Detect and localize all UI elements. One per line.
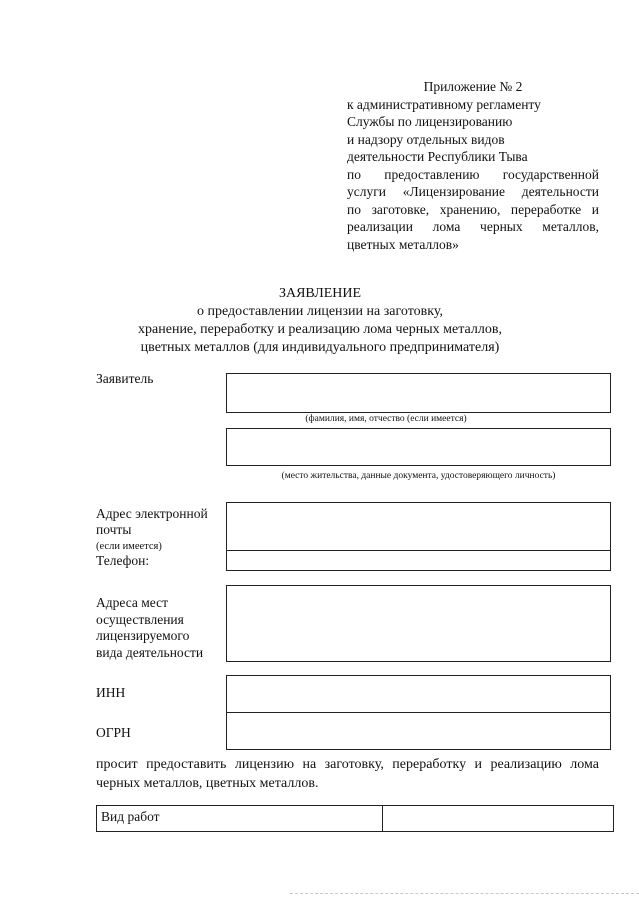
ogrn-field[interactable] bbox=[226, 713, 611, 750]
applicant-residence-field[interactable] bbox=[226, 428, 611, 466]
email-field[interactable] bbox=[226, 502, 611, 550]
annex-line: Службы по лицензированию bbox=[347, 114, 513, 129]
activity-addresses-label-line: осуществления bbox=[96, 611, 184, 627]
inn-field[interactable] bbox=[226, 675, 611, 712]
annex-number: Приложение № 2 bbox=[423, 79, 523, 94]
annex-line: реализации лома черных металлов, bbox=[347, 219, 599, 234]
document-subtitle-line: цветных металлов (для индивидуального предпринимателя) bbox=[140, 340, 500, 355]
annex-line: и надзору отдельных видов bbox=[347, 131, 505, 147]
applicant-label: Заявитель bbox=[96, 371, 154, 386]
activity-addresses-field[interactable] bbox=[226, 585, 611, 662]
email-label-continued: почты bbox=[96, 522, 132, 537]
ogrn-label: ОГРН bbox=[96, 725, 131, 740]
applicant-name-caption: (фамилия, имя, отчество (если имеется) bbox=[305, 414, 467, 424]
document-subtitle-line: о предоставлении лицензии на заготовку, bbox=[197, 304, 443, 319]
request-paragraph: просит предоставить лицензию на заготовку, переработку и реализацию лома черных металлов, цветных металлов. bbox=[96, 757, 599, 791]
annex-header bbox=[347, 78, 599, 253]
work-type-value-cell[interactable] bbox=[383, 806, 614, 832]
scan-artifact-line bbox=[290, 893, 639, 894]
activity-addresses-label bbox=[96, 595, 203, 661]
document-heading bbox=[60, 285, 580, 357]
work-type-label-cell: Вид работ bbox=[97, 806, 383, 832]
applicant-residence-caption: (место жительства, данные документа, удостоверяющего личность) bbox=[281, 471, 556, 481]
annex-line: по предоставлению государственной bbox=[347, 166, 599, 182]
document-subtitle-line: хранение, переработку и реализацию лома черных металлов, bbox=[138, 322, 502, 337]
document-title: ЗАЯВЛЕНИЕ bbox=[278, 286, 362, 301]
annex-line: к административному регламенту bbox=[347, 96, 541, 112]
table-row bbox=[97, 806, 614, 832]
phone-label: Телефон: bbox=[96, 553, 150, 568]
annex-line: деятельности Республики Тыва bbox=[347, 149, 528, 164]
annex-line: цветных металлов» bbox=[347, 236, 459, 252]
phone-field[interactable] bbox=[226, 551, 611, 571]
inn-label: ИНН bbox=[96, 685, 126, 700]
activity-addresses-label-line: лицензируемого bbox=[96, 628, 190, 643]
email-label: Адрес электронной bbox=[96, 506, 208, 521]
email-optional-note: (если имеется) bbox=[96, 541, 162, 552]
applicant-name-field[interactable] bbox=[226, 373, 611, 413]
activity-addresses-label-line: Адреса мест bbox=[96, 595, 168, 610]
activity-addresses-label-line: вида деятельности bbox=[96, 644, 204, 660]
work-types-table bbox=[96, 805, 614, 832]
annex-line: услуги «Лицензирование деятельности bbox=[347, 184, 599, 199]
annex-line: по заготовке, хранению, переработке и bbox=[347, 201, 599, 217]
